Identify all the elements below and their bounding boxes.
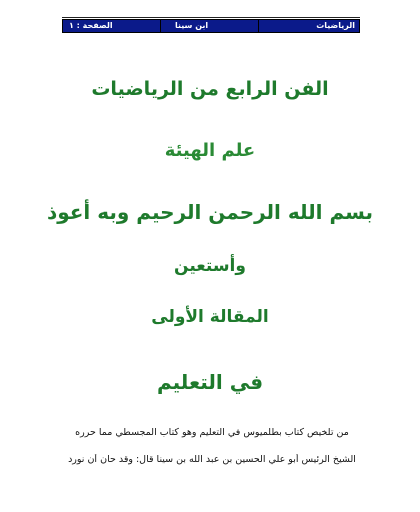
body-text-line: الشيخ الرئيس أبو علي الحسين بن عبد الله بن سينا قال: وقد حان أن نورد xyxy=(68,454,356,465)
istain-heading: وأستعين xyxy=(174,256,246,276)
header-section: الرياضيات xyxy=(316,21,355,30)
header-page-number xyxy=(63,20,161,32)
document-title: الفن الرابع من الرياضيات xyxy=(91,78,329,100)
chapter-heading: المقالة الأولى xyxy=(151,307,269,327)
running-header xyxy=(62,19,360,33)
header-author: ابن سينا xyxy=(161,20,259,32)
subject-heading: علم الهيئة xyxy=(164,140,256,161)
header-rule xyxy=(62,17,360,18)
body-text-line: من تلخيص كتاب بطلميوس في التعليم وهو كتاب المجسطي مما حرره xyxy=(75,427,349,438)
header-page-number-text: الصفحة : ١ xyxy=(69,21,113,30)
section-heading: في التعليم xyxy=(156,370,264,394)
basmala-heading: بسم الله الرحمن الرحيم وبه أعوذ xyxy=(46,200,374,224)
